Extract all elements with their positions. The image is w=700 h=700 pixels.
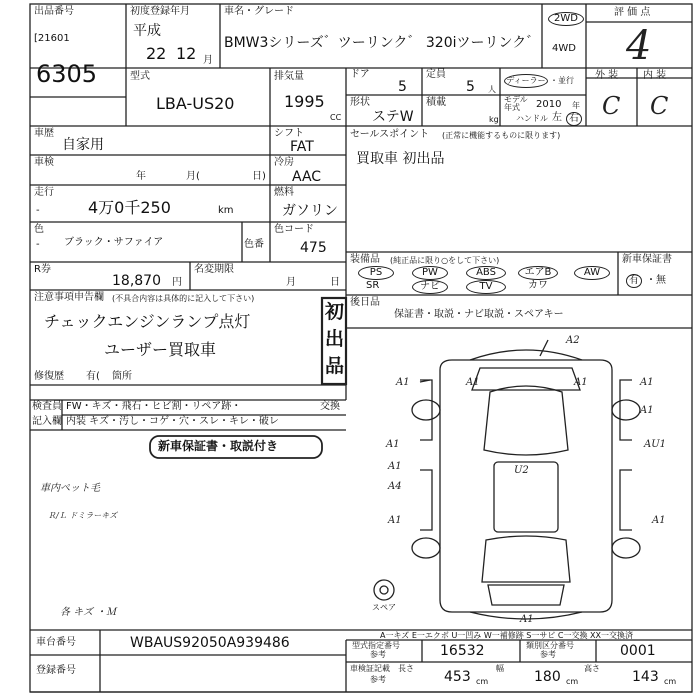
category-label-2: 参考	[540, 650, 556, 659]
model-year-unit: 年	[572, 101, 580, 110]
body-label: 形状	[350, 97, 370, 108]
notes-line1: チェックエンジンランプ点灯	[44, 312, 251, 331]
dims-height-unit: cm	[664, 677, 677, 686]
ac-label: 冷房	[274, 157, 294, 168]
exterior-label: 外 装	[595, 70, 619, 81]
recycle-value: 18,870	[112, 273, 161, 289]
body-value: ステW	[372, 109, 414, 125]
notes-sub: (不具合内容は具体的に記入して下さい)	[112, 294, 255, 303]
inspector-label-1: 検査員	[32, 401, 62, 412]
warranty-has: 有	[626, 274, 642, 288]
ac-value: AAC	[292, 169, 322, 185]
mark-inner-1: A1	[466, 377, 480, 388]
mark-right-4: A1	[652, 515, 666, 526]
category-value: 0001	[620, 643, 656, 659]
mark-center: U2	[514, 465, 529, 476]
mark-top: A2	[566, 335, 580, 346]
hand-note-3: 各 キズ ・Ｍ	[60, 607, 117, 618]
mark-inner-2: A1	[574, 377, 588, 388]
mileage-unit: km	[218, 205, 234, 216]
lot-code: [21601	[34, 33, 70, 44]
inspector-fw-row: FW・キズ・飛石・ヒビ割・リペア跡・	[66, 401, 242, 412]
first-reg-month-unit: 月	[203, 55, 213, 66]
inspection-year: 年	[136, 171, 146, 182]
spare-label: スペア	[372, 603, 396, 612]
history-label: 車歴	[34, 128, 54, 139]
equip-abs: ABS	[466, 266, 506, 280]
mark-right-3: AU1	[644, 439, 667, 450]
history-value: 自家用	[62, 137, 104, 153]
inspector-int-row: 内装 キズ・汚し・コゲ・穴・スレ・キレ・破レ	[66, 416, 279, 427]
mark-left-1: A1	[396, 377, 410, 388]
displacement-label: 排気量	[274, 71, 304, 82]
first-listing-stamp-1: 初	[325, 301, 345, 323]
car-damage-diagram	[374, 340, 640, 619]
first-reg-year: 22	[146, 44, 167, 63]
model-code-value: LBA-US20	[156, 94, 235, 113]
after-fit-label: 後日品	[350, 297, 380, 308]
color-dash: -	[36, 239, 40, 250]
model-year-label2: 年式	[504, 103, 520, 112]
model-year-label1: モデル	[504, 95, 528, 104]
mileage-dash: -	[36, 205, 40, 216]
inspector-fw-end: 交換	[320, 401, 340, 412]
color-value: ブラック・サファイア	[64, 237, 164, 248]
shift-value: FAT	[290, 139, 314, 155]
dims-width-unit: cm	[566, 677, 579, 686]
model-code-label: 型式	[130, 71, 150, 82]
recycle-label: R券	[34, 264, 51, 275]
first-reg-era: 平成	[133, 23, 161, 39]
title-due-label: 名変期限	[194, 264, 234, 275]
notes-line2: ユーザー買取車	[104, 340, 217, 359]
hand-note-1: 車内ペット毛	[40, 483, 100, 494]
interior-value: C	[650, 92, 669, 120]
inspection-label: 車検	[34, 157, 54, 168]
capacity-label: 定員	[426, 69, 446, 80]
title-due-month: 月	[286, 277, 296, 288]
model-name-label: 車名・グレード	[224, 6, 294, 17]
dims-label-2: 参考	[370, 675, 386, 684]
warranty-stamp: 新車保証書・取説付き	[158, 439, 279, 453]
equip-navi: ナビ	[412, 280, 448, 294]
grade-value: 4	[626, 23, 652, 69]
equip-ps: PS	[358, 266, 394, 280]
drive-2wd: 2WD	[548, 12, 584, 26]
fuel-label: 燃料	[274, 187, 294, 198]
first-listing-stamp-3: 品	[325, 355, 345, 377]
reg-no-label: 登録番号	[36, 665, 76, 676]
dealer-label: ディーラー	[504, 74, 548, 88]
warranty-none: ・無	[646, 275, 666, 286]
equipment-label: 装備品	[350, 254, 380, 265]
legend-text: A一キズ E一エクボ U一凹み W一補修跡 S一サビ C一交換 XX一交換済	[380, 631, 634, 640]
color-num-label: 色番	[244, 239, 264, 250]
mark-bottom: A1	[520, 614, 534, 625]
chassis-label: 車台番号	[36, 637, 76, 648]
mark-left-3: A1	[388, 461, 402, 472]
lot-label: 出品番号	[34, 6, 74, 17]
equip-tv: TV	[466, 280, 506, 294]
interior-label: 内 装	[643, 70, 667, 81]
inspector-label-2: 記入欄	[32, 416, 62, 427]
repair-label: 修復歴	[34, 371, 64, 382]
equip-pw: PW	[412, 266, 448, 280]
color-code: 475	[300, 240, 327, 256]
mark-right-1: A1	[640, 377, 654, 388]
notes-label: 注意事項申告欄	[34, 292, 104, 303]
inspection-month: 月(	[186, 171, 200, 182]
category-label-1: 類別区分番号	[526, 641, 574, 650]
equip-airbag: エアB	[518, 266, 558, 280]
equip-leather: カワ	[528, 280, 548, 291]
recycle-unit: 円	[172, 277, 182, 288]
model-name-value: BMW3シリーズ゛ツーリンク゛ 320iツーリンク゛	[224, 35, 541, 51]
fuel-value: ガソリン	[282, 203, 338, 219]
first-reg-month: 12	[176, 44, 197, 63]
displacement-unit: CC	[330, 113, 342, 122]
designation-label-2: 参考	[370, 650, 386, 659]
doors-label: ドア	[350, 69, 370, 80]
dims-length-label: 長さ	[398, 664, 414, 673]
handle-label: ハンドル	[516, 114, 548, 123]
dealer-suffix: ・並行	[550, 76, 574, 85]
load-unit: kg	[489, 115, 499, 124]
lot-number: 6305	[36, 60, 98, 88]
color-code-label: 色コード	[274, 224, 314, 235]
dims-height-label: 高さ	[584, 664, 600, 673]
mileage-label: 走行	[34, 187, 54, 198]
mark-left-2: A1	[386, 439, 400, 450]
repair-value2: 箇所	[112, 371, 132, 382]
capacity-value: 5	[466, 79, 475, 95]
dims-length: 453	[444, 669, 471, 685]
mark-right-2: A1	[640, 405, 654, 416]
sales-point-note: (正常に機能するものに限ります)	[442, 131, 561, 140]
chassis-value: WBAUS92050A939486	[130, 635, 290, 651]
handle-right: 右	[566, 112, 582, 126]
first-reg-label: 初度登録年月	[130, 6, 190, 17]
model-year-value: 2010	[536, 99, 562, 110]
sales-point-value: 買取車 初出品	[356, 151, 445, 167]
handle-left: 左	[552, 112, 562, 123]
title-due-day: 日	[330, 277, 340, 288]
load-label: 積載	[426, 97, 446, 108]
drive-4wd: 4WD	[552, 43, 576, 54]
exterior-value: C	[602, 92, 621, 120]
inspection-day: 日)	[252, 171, 266, 182]
first-listing-stamp-2: 出	[325, 328, 345, 350]
capacity-unit: 人	[488, 85, 496, 94]
designation-value: 16532	[440, 643, 485, 659]
grade-label: 評 価 点	[614, 7, 651, 18]
shift-label: シフト	[274, 128, 304, 139]
equip-aw: AW	[574, 266, 610, 280]
mark-left-4: A4	[388, 481, 402, 492]
dims-label-1: 車検証記載	[350, 664, 390, 673]
dims-height: 143	[632, 669, 659, 685]
color-label: 色	[34, 224, 44, 235]
after-fit-value: 保証書・取説・ナビ取説・スペアキー	[394, 309, 564, 320]
dims-width-label: 幅	[496, 664, 504, 673]
mark-left-5: A1	[388, 515, 402, 526]
displacement-value: 1995	[284, 92, 325, 111]
dims-width: 180	[534, 669, 561, 685]
dims-length-unit: cm	[476, 677, 489, 686]
doors-value: 5	[398, 79, 407, 95]
equip-sr: SR	[366, 280, 380, 291]
designation-label-1: 型式指定番号	[352, 641, 400, 650]
equipment-note: (純正品に限り○をして下さい)	[390, 256, 500, 265]
warranty-label: 新車保証書	[622, 254, 672, 265]
mileage-value: 4万0千250	[88, 198, 171, 217]
hand-note-2: Ｒ/Ｌ ドミラーキズ	[48, 511, 118, 520]
sales-point-label: セールスポイント	[350, 129, 430, 140]
repair-value: 有(	[86, 371, 100, 382]
